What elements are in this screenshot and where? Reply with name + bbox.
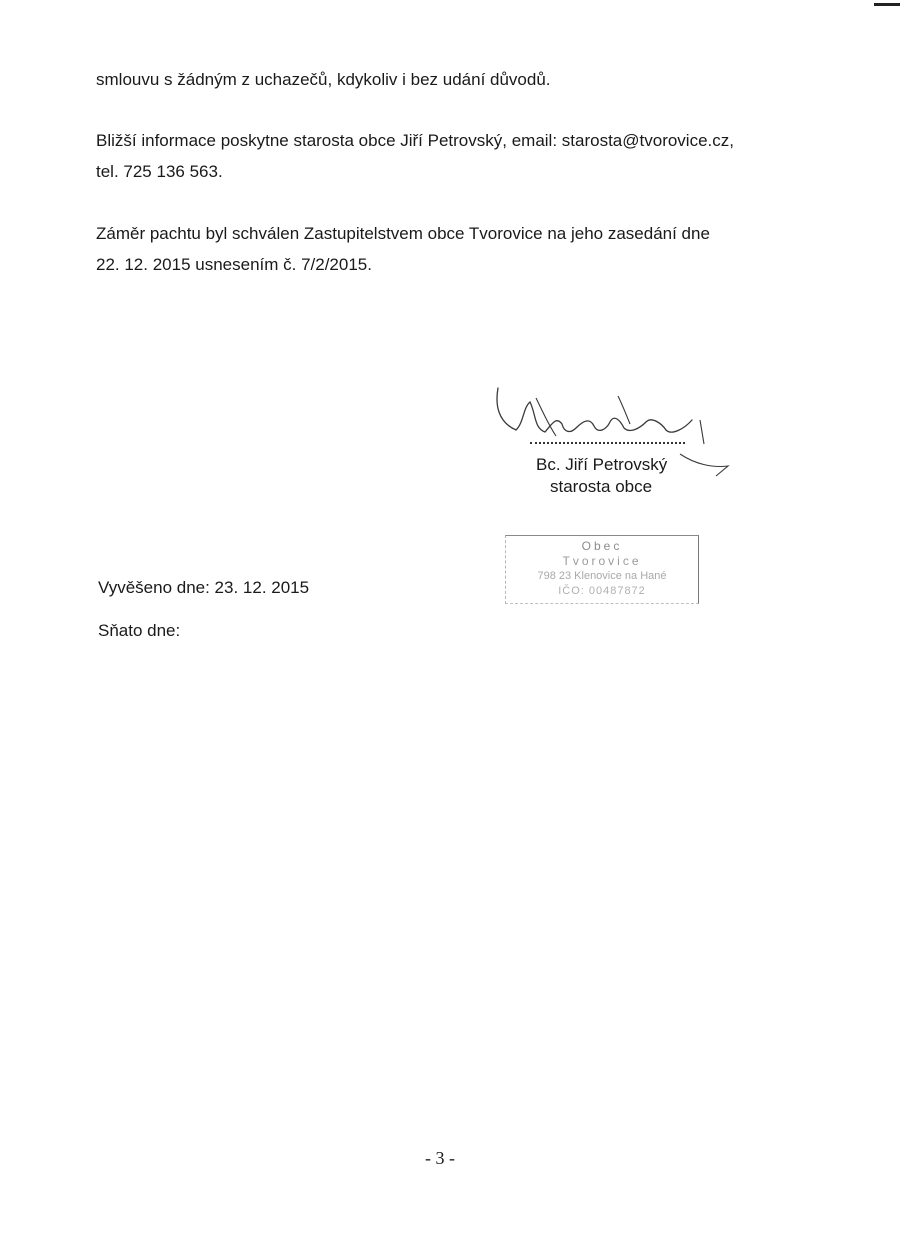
municipal-stamp [505, 535, 699, 604]
signature-line [530, 442, 685, 444]
paragraph-line: 22. 12. 2015 usnesením č. 7/2/2015. [96, 255, 372, 274]
paragraph-approval [96, 218, 710, 280]
stamp-line: Obec [581, 539, 623, 553]
page-number: - 3 - [425, 1148, 455, 1168]
scan-corner-mark [874, 3, 900, 6]
signature-block [490, 380, 740, 500]
signatory-name: Bc. Jiří Petrovský [536, 455, 668, 474]
posted-date: Vyvěšeno dne: 23. 12. 2015 [98, 578, 310, 597]
paragraph-line: tel. 725 136 563. [96, 162, 223, 181]
paragraph-contact-info [96, 125, 734, 187]
paragraph-contract-clause [96, 64, 551, 95]
stamp-line: Tvorovice [562, 554, 642, 568]
removed-date: Sňato dne: [98, 621, 181, 640]
signatory-role: starosta obce [550, 477, 653, 496]
paragraph-line: Bližší informace poskytne starosta obce Jiří Petrovský, email: starosta@tvorovice.cz, [96, 131, 734, 150]
paragraph-line: smlouvu s žádným z uchazečů, kdykoliv i bez udání důvodů. [96, 70, 551, 89]
stamp-line: 798 23 Klenovice na Hané [537, 570, 667, 582]
stamp-line: IČO: 00487872 [558, 585, 646, 597]
paragraph-line: Záměr pachtu byl schválen Zastupitelstvem obce Tvorovice na jeho zasedání dne [96, 224, 710, 243]
